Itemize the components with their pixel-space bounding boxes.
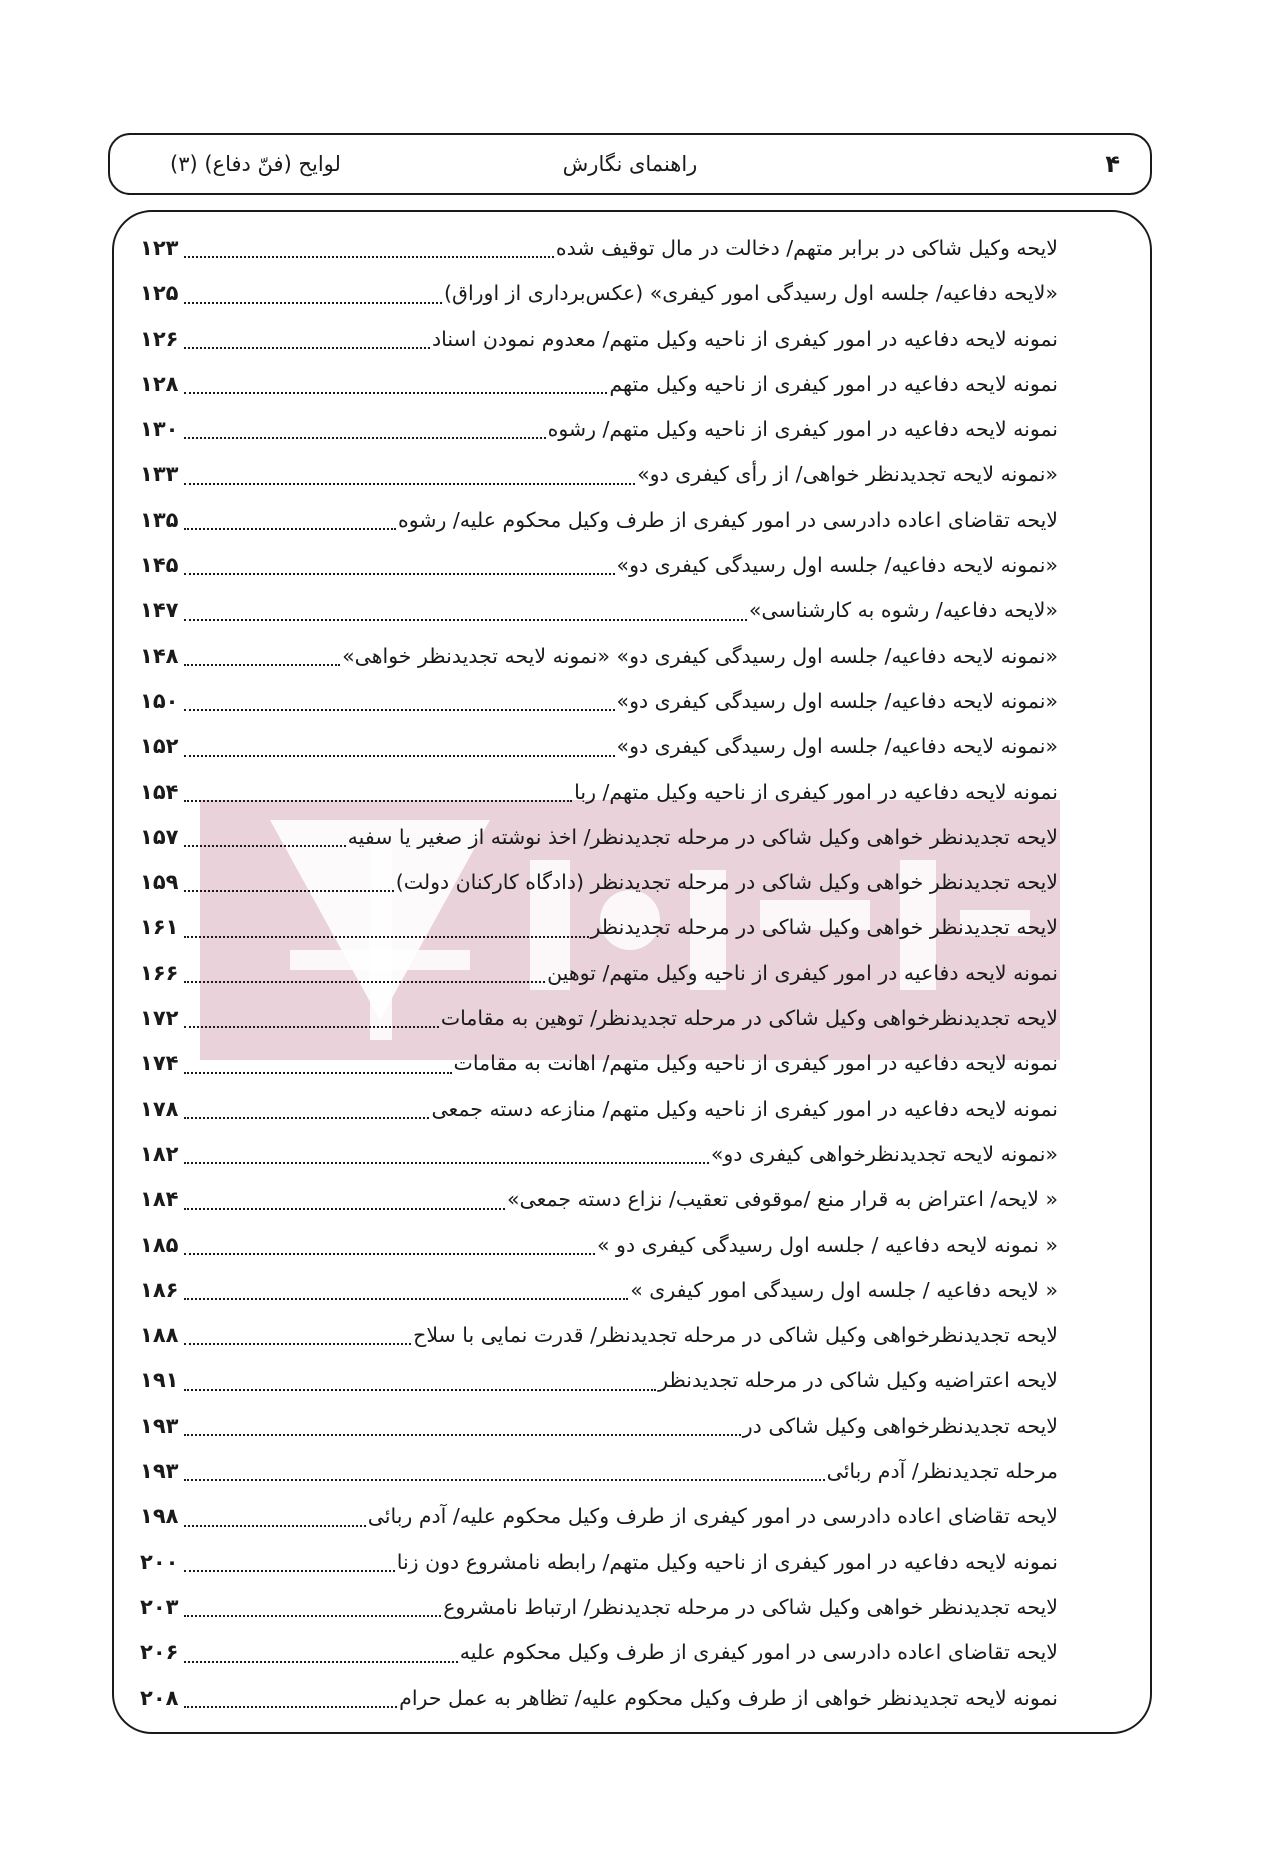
toc-entry-title: « نمونه لایحه دفاعیه / جلسه اول رسیدگی کیفری دو »: [597, 1232, 1058, 1257]
toc-entry-page: ۱۸۵: [140, 1232, 179, 1257]
toc-entry-page: ۱۴۵: [140, 553, 179, 578]
dot-leader: [184, 256, 554, 258]
dot-leader: [184, 1253, 595, 1255]
toc-entry[interactable]: [140, 226, 1058, 271]
toc-entry-page: ۲۰۳: [140, 1594, 179, 1619]
toc-entry[interactable]: [140, 1404, 1058, 1449]
toc-entry-page: ۱۵۷: [140, 824, 179, 849]
toc-entry[interactable]: [140, 724, 1058, 769]
toc-entry-title: لایحه تجدیدنظر خواهی وکیل شاکی در مرحله تجدیدنظر/ اخذ نوشته از صغیر یا سفیه: [347, 824, 1058, 849]
toc-entry-page: ۱۲۸: [140, 371, 179, 396]
toc-entry[interactable]: [140, 1540, 1058, 1585]
toc-entry-page: ۱۸۶: [140, 1277, 179, 1302]
dot-leader: [184, 664, 340, 666]
toc-entry-page: ۱۲۶: [140, 326, 179, 351]
dot-leader: [184, 437, 546, 439]
toc-entry-title: «نمونه لایحه دفاعیه/ جلسه اول رسیدگی کیفری دو» «نمونه لایحه تجدیدنظر خواهی»: [342, 643, 1058, 668]
toc-entry-page: ۲۰۸: [140, 1685, 179, 1710]
dot-leader: [184, 1208, 505, 1210]
toc-entry-page: ۲۰۰: [140, 1549, 179, 1574]
dot-leader: [184, 1026, 439, 1028]
dot-leader: [184, 890, 394, 892]
toc-entry-title: لایحه تقاضای اعاده دادرسی در امور کیفری از طرف وکیل محکوم علیه/ رشوه: [397, 507, 1058, 532]
dot-leader: [184, 528, 396, 530]
toc-entry-page: ۱۳۵: [140, 507, 179, 532]
toc-entry-title: نمونه لایحه دفاعیه در امور کیفری از ناحیه وکیل متهم/ توهین: [547, 960, 1058, 985]
toc-entry[interactable]: [140, 1585, 1058, 1630]
dot-leader: [184, 1389, 656, 1391]
toc-entry-page: ۱۵۲: [140, 734, 179, 759]
toc-entry[interactable]: [140, 1676, 1058, 1721]
dot-leader: [184, 1072, 452, 1074]
running-header: [108, 133, 1152, 195]
toc-entry-title: لایحه تجدیدنظر خواهی وکیل شاکی در مرحله تجدیدنظر: [590, 915, 1058, 940]
dot-leader: [184, 1615, 441, 1617]
toc-entry[interactable]: [140, 860, 1058, 905]
toc-entry[interactable]: [140, 1177, 1058, 1222]
toc-entry[interactable]: [140, 1223, 1058, 1268]
toc-entry[interactable]: [140, 905, 1058, 950]
dot-leader: [184, 347, 430, 349]
dot-leader: [184, 1117, 429, 1119]
toc-entry-title: نمونه لایحه دفاعیه در امور کیفری از ناحیه وکیل متهم/ ربا: [574, 779, 1058, 804]
dot-leader: [184, 1162, 709, 1164]
toc-entry[interactable]: [140, 1630, 1058, 1675]
dot-leader: [184, 845, 346, 847]
toc-entry-title: نمونه لایحه دفاعیه در امور کیفری از ناحیه وکیل متهم: [609, 371, 1058, 396]
toc-entry-page: ۱۴۸: [140, 643, 179, 668]
toc-entry-title: «لایحه دفاعیه/ رشوه به کارشناسی»: [748, 598, 1058, 623]
toc-entry[interactable]: [140, 498, 1058, 543]
section-title: راهنمای نگارش: [562, 152, 698, 176]
toc-entry[interactable]: [140, 1268, 1058, 1313]
toc-entry-page: ۱۸۲: [140, 1141, 179, 1166]
toc-entry[interactable]: [140, 407, 1058, 452]
toc-entry-page: ۱۵۰: [140, 688, 179, 713]
toc-entry-page: ۱۹۳: [140, 1459, 179, 1484]
toc-entry-page: ۱۹۸: [140, 1504, 179, 1529]
dot-leader: [184, 1661, 458, 1663]
dot-leader: [184, 1343, 411, 1345]
dot-leader: [184, 619, 747, 621]
toc-entry[interactable]: [140, 1358, 1058, 1403]
toc-entry-page: ۲۰۶: [140, 1640, 179, 1665]
toc-entry[interactable]: [140, 362, 1058, 407]
dot-leader: [184, 302, 442, 304]
toc-entry[interactable]: [140, 271, 1058, 316]
toc-entry-title: نمونه لایحه دفاعیه در امور کیفری از ناحیه وکیل متهم/ رشوه: [547, 417, 1058, 442]
toc-entry-page: ۱۷۲: [140, 1006, 179, 1031]
dot-leader: [184, 1434, 741, 1436]
toc-entry-page: ۱۷۸: [140, 1096, 179, 1121]
toc-entry[interactable]: [140, 1494, 1058, 1539]
toc-entry-title: لایحه تجدیدنظرخواهی وکیل شاکی در مرحله تجدیدنظر/ توهین به مقامات: [440, 1006, 1058, 1031]
dot-leader: [184, 573, 615, 575]
dot-leader: [184, 936, 589, 938]
dot-leader: [184, 1298, 628, 1300]
page-number: ۴: [1105, 150, 1120, 178]
toc-entry-title: « لایحه دفاعیه / جلسه اول رسیدگی امور کیفری »: [630, 1277, 1058, 1302]
toc-entry-title: لایحه تقاضای اعاده دادرسی در امور کیفری از طرف وکیل محکوم علیه: [459, 1640, 1058, 1665]
toc-entry-page: ۱۲۵: [140, 281, 179, 306]
toc-entry-page: ۱۶۱: [140, 915, 179, 940]
toc-entry-page: ۱۳۳: [140, 462, 179, 487]
dot-leader: [184, 1525, 366, 1527]
dot-leader: [184, 483, 635, 485]
toc-entry[interactable]: [140, 1132, 1058, 1177]
toc-entry-page: ۱۲۳: [140, 236, 179, 260]
toc-entry-page: ۱۳۰: [140, 417, 179, 442]
toc-entry-title: لایحه وکیل شاکی در برابر متهم/ دخالت در مال توقیف شده: [555, 236, 1058, 260]
toc-entry-title: نمونه لایحه دفاعیه در امور کیفری از ناحیه وکیل متهم/ معدوم نمودن اسناد: [431, 326, 1058, 351]
toc-entry-title: لایحه تجدیدنظر خواهی وکیل شاکی در مرحله تجدیدنظر/ ارتباط نامشروع: [443, 1594, 1058, 1619]
toc-entry-title: نمونه لایحه تجدیدنظر خواهی از طرف وکیل محکوم علیه/ تظاهر به عمل حرام: [399, 1685, 1058, 1710]
toc-entry-page: ۱۵۴: [140, 779, 179, 804]
table-of-contents: [140, 226, 1058, 1721]
toc-entry-page: ۱۸۴: [140, 1187, 179, 1212]
toc-entry[interactable]: [140, 634, 1058, 679]
toc-entry[interactable]: [140, 1041, 1058, 1086]
toc-entry-title: مرحله تجدیدنظر/ آدم ربائی: [826, 1459, 1058, 1484]
toc-entry[interactable]: [140, 543, 1058, 588]
toc-entry[interactable]: [140, 317, 1058, 362]
toc-entry-page: ۱۹۱: [140, 1368, 179, 1393]
toc-entry-page: ۱۷۴: [140, 1051, 179, 1076]
dot-leader: [184, 755, 615, 757]
dot-leader: [184, 1479, 825, 1481]
toc-entry-page: ۱۸۸: [140, 1323, 179, 1348]
toc-entry[interactable]: [140, 588, 1058, 633]
toc-entry-title: «لایحه دفاعیه/ جلسه اول رسیدگی امور کیفری» (عکس‌برداری از اوراق): [444, 281, 1058, 306]
dot-leader: [184, 1706, 397, 1708]
dot-leader: [184, 1570, 395, 1572]
toc-entry[interactable]: [140, 815, 1058, 860]
toc-entry-page: ۱۶۶: [140, 960, 179, 985]
toc-entry-page: ۱۵۹: [140, 870, 179, 895]
toc-entry[interactable]: [140, 1087, 1058, 1132]
toc-entry-title: نمونه لایحه دفاعیه در امور کیفری از ناحیه وکیل متهم/ رابطه نامشروع دون زنا: [396, 1549, 1058, 1574]
toc-entry[interactable]: [140, 996, 1058, 1041]
toc-entry-title: نمونه لایحه دفاعیه در امور کیفری از ناحیه وکیل متهم/ منازعه دسته جمعی: [431, 1096, 1058, 1121]
toc-entry-title: «نمونه لایحه تجدیدنظرخواهی کیفری دو»: [710, 1141, 1058, 1166]
toc-entry[interactable]: [140, 1313, 1058, 1358]
book-title: لوایح (فنّ دفاع) (۳): [170, 152, 341, 176]
toc-entry-title: لایحه تجدیدنظرخواهی وکیل شاکی در: [742, 1413, 1058, 1438]
toc-entry-title: « لایحه/ اعتراض به قرار منع /موقوفی تعقیب/ نزاع دسته جمعی»: [506, 1187, 1058, 1212]
toc-entry-page: ۱۴۷: [140, 598, 179, 623]
toc-entry-title: نمونه لایحه دفاعیه در امور کیفری از ناحیه وکیل متهم/ اهانت به مقامات: [453, 1051, 1058, 1076]
toc-entry-title: «نمونه لایحه دفاعیه/ جلسه اول رسیدگی کیفری دو»: [616, 553, 1058, 578]
dot-leader: [184, 392, 607, 394]
dot-leader: [184, 800, 572, 802]
toc-entry-title: لایحه تجدیدنظر خواهی وکیل شاکی در مرحله تجدیدنظر (دادگاه کارکنان دولت): [395, 870, 1058, 895]
toc-entry[interactable]: [140, 951, 1058, 996]
dot-leader: [184, 981, 545, 983]
toc-entry-title: «نمونه لایحه دفاعیه/ جلسه اول رسیدگی کیفری دو»: [616, 734, 1058, 759]
toc-entry[interactable]: [140, 770, 1058, 815]
toc-entry-title: «نمونه لایحه دفاعیه/ جلسه اول رسیدگی کیفری دو»: [616, 688, 1058, 713]
toc-entry-title: «نمونه لایحه تجدیدنظر خواهی/ از رأی کیفری دو»: [637, 462, 1058, 487]
toc-entry-page: ۱۹۳: [140, 1413, 179, 1438]
toc-entry[interactable]: [140, 452, 1058, 497]
toc-entry-title: لایحه تجدیدنظرخواهی وکیل شاکی در مرحله تجدیدنظر/ قدرت نمایی با سلاح: [413, 1323, 1058, 1348]
toc-entry[interactable]: [140, 679, 1058, 724]
dot-leader: [184, 709, 615, 711]
toc-entry-title: لایحه اعتراضیه وکیل شاکی در مرحله تجدیدنظر: [658, 1368, 1058, 1393]
toc-entry[interactable]: [140, 1449, 1058, 1494]
toc-entry-title: لایحه تقاضای اعاده دادرسی در امور کیفری از طرف وکیل محکوم علیه/ آدم ربائی: [367, 1504, 1058, 1529]
